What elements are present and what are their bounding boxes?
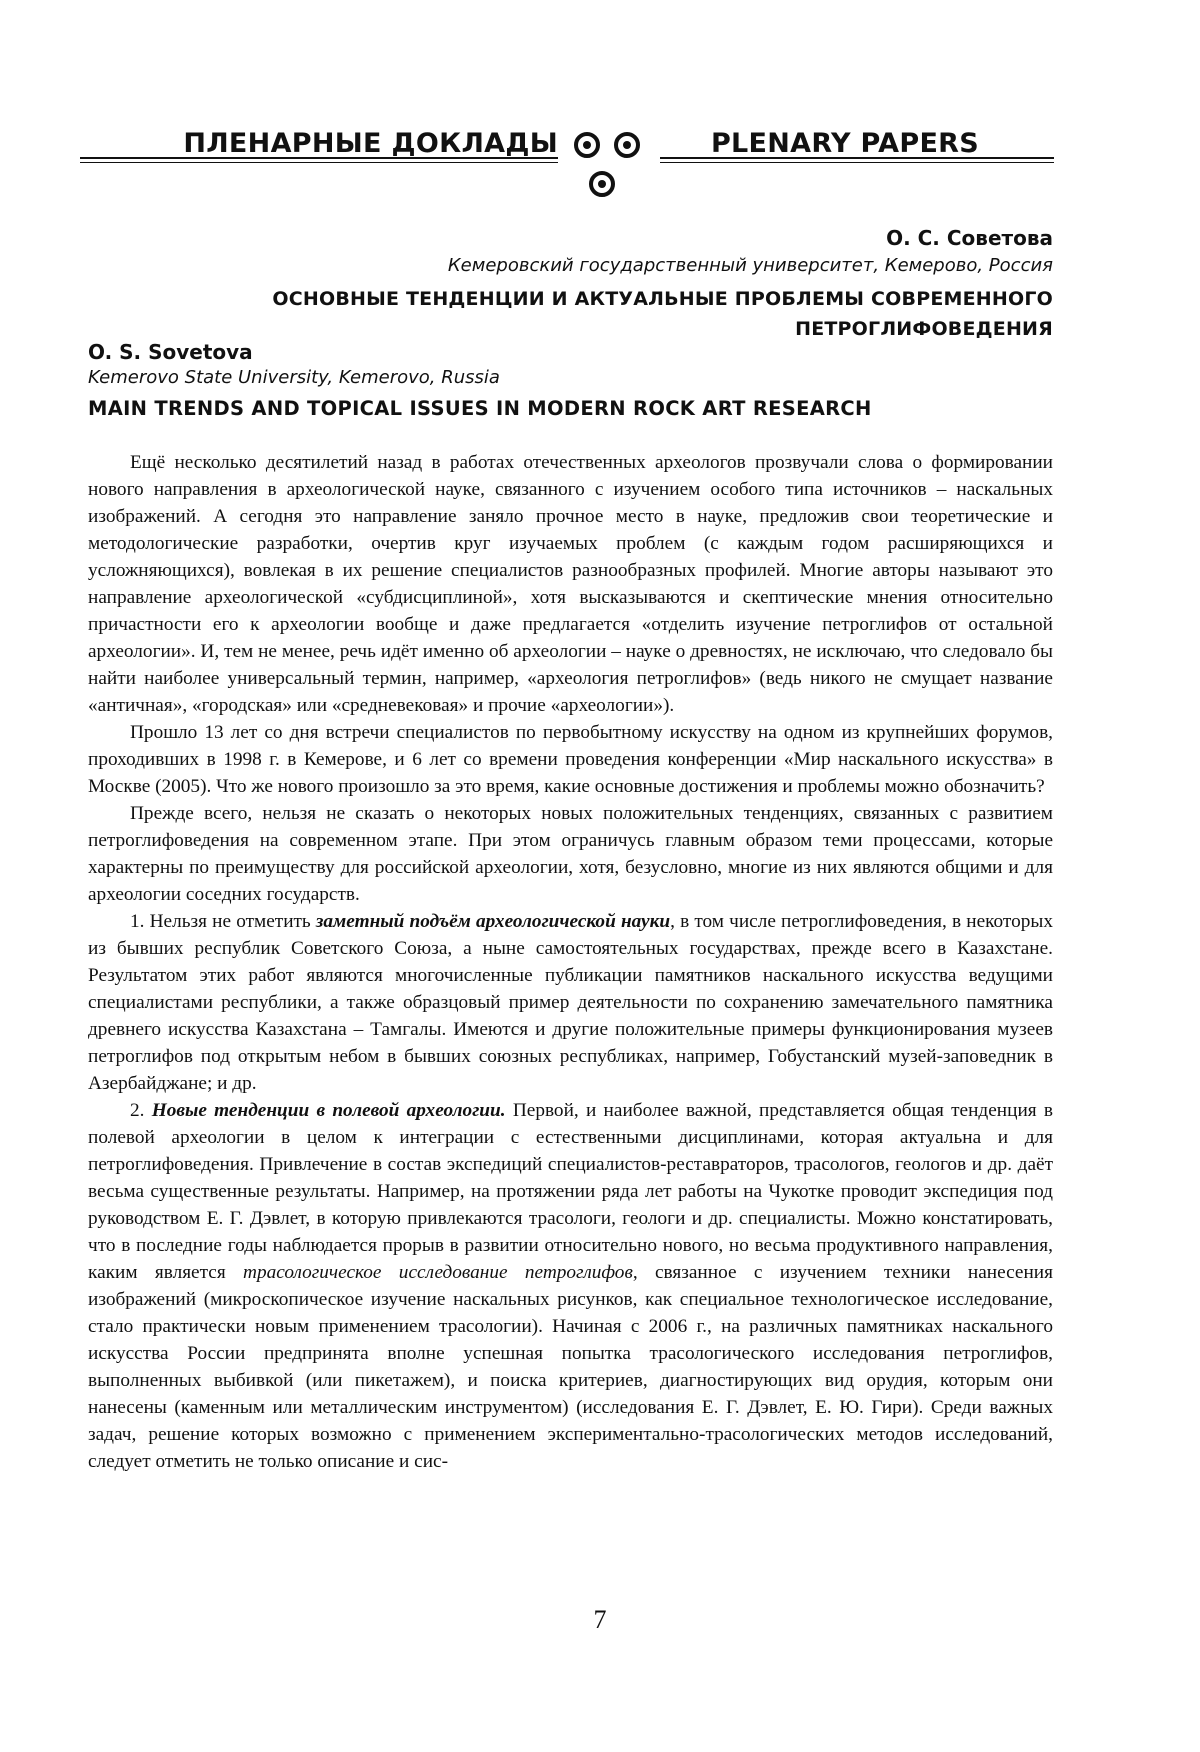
paragraph-4	[88, 908, 1053, 1097]
header-rule-right-bottom	[660, 162, 1054, 163]
affiliation-ru: Кемеровский государственный университет, Кемерово, Россия	[447, 255, 1053, 276]
header-rule-left-bottom	[80, 162, 558, 163]
header-rule-right-top	[660, 157, 1054, 159]
paragraph-4-lead: 1. Нельзя не отметить	[130, 911, 316, 932]
article-title-ru-line2: ПЕТРОГЛИФОВЕДЕНИЯ	[795, 318, 1053, 340]
author-ru: О. С. Советова	[886, 226, 1053, 250]
section-title-en: PLENARY PAPERS	[710, 128, 980, 159]
paragraph-1: Ещё несколько десятилетий назад в работах отечественных археологов прозвучали слова о формировании нового направления в археологической науке, связанного с изучением особого типа источников – наскальных изображений. А сегодня это направление заняло прочное место в науке, предложив свои теоретические и методологические разработки, очертив круг изучаемых проблем (с каждым годом расширяющихся и усложняющихся), вовлекая в их решение специалистов разнообразных профилей. Многие авторы называют это направление археологической «субдисциплиной», хотя высказываются и скептические мнения относительно причастности его к археологии вообще и даже предлагается «отделить изучение петроглифов от остальной археологии». И, тем не менее, речь идёт именно об археологии – науке о древностях, не исключаю, что следовало бы найти наиболее универсальный термин, например, «археология петроглифов» (ведь никого не смущает название «античная», «городская» или «средневековая» и прочие «археологии»).	[88, 452, 1053, 716]
paragraph-4-emphasis: заметный подъём археологической науки	[315, 911, 671, 932]
article-title-en: MAIN TRENDS AND TOPICAL ISSUES IN MODERN ROCK ART RESEARCH	[88, 397, 872, 420]
author-en: O. S. Sovetova	[88, 340, 253, 364]
article-title-ru	[153, 284, 1053, 344]
paragraph-5-text: Первой, и наиболее важной, представляется общая тенденция в полевой археологии в целом к интеграции с естественными дисциплинами, которая актуальна и для петроглифоведения. Привлечение в состав экспедиций специалистов-реставраторов, трасологов, геологов и др. даёт весьма существенные результаты. Например, на протяжении ряда лет работы на Чукотке проводит экспедиция под руководством Е. Г. Дэвлет, в которую привлекаются трасологи, геологи и др. специалисты. Можно констатировать, что в последние годы наблюдается прорыв в развитии относительно нового, но весьма продуктивного направления, каким является	[88, 1100, 1053, 1283]
paragraph-4-text: , в том числе петроглифоведения, в некоторых из бывших республик Советского Союза, а ныне самостоятельных государствах, прежде всего в Казахстане. Результатом этих работ являются многочисленные публикации памятников наскального искусства ведущими специалистами республики, а также образцовый пример деятельности по сохранению замечательного памятника древнего искусства Казахстана – Тамгалы. Имеются и другие положительные примеры функционирования музеев петроглифов под открытым небом в бывших союзных республиках, например, Гобустанский музей-заповедник в Азербайджане; и др.	[88, 911, 1053, 1094]
paragraph-5	[88, 1097, 1053, 1475]
paragraph-5-lead: 2.	[130, 1100, 152, 1121]
section-title-ru: ПЛЕНАРНЫЕ ДОКЛАДЫ	[183, 128, 558, 159]
paragraph-5-italic: трасологическое исследование петроглифов	[243, 1262, 633, 1283]
paragraph-2: Прошло 13 лет со дня встречи специалистов по первобытному искусству на одном из крупнейших форумов, проходивших в 1998 г. в Кемерове, и 6 лет со времени проведения конференции «Мир наскального искусства» в Москве (2005). Что же нового произошло за это время, какие основные достижения и проблемы можно обозначить?	[88, 722, 1053, 797]
paragraph-3: Прежде всего, нельзя не сказать о некоторых новых положительных тенденциях, связанных с развитием петроглифоведения на современном этапе. При этом ограничусь главным образом теми процессами, которые характерны по преимуществу для российской археологии, хотя, безусловно, многие из них являются общими и для археологии соседних государств.	[88, 803, 1053, 905]
article-body	[88, 449, 1053, 1475]
header-rule-left-top	[80, 157, 558, 159]
affiliation-en: Kemerovo State University, Kemerovo, Russia	[88, 367, 500, 388]
page-number: 7	[593, 1605, 607, 1634]
paragraph-5-text-end: , связанное с изучением техники нанесения изображений (микроскопическое изучение наскальных рисунков, как специальное технологическое исследование, стало практически новым применением трасологии). Начиная с 2006 г., на различных памятниках наскального искусства России предпринята вполне успешная попытка трасологического исследования петроглифов, выполненных выбивкой (или пикетажем), и поиска критериев, диагностирующих вид орудия, которым они нанесены (каменным или металлическим инструментом) (исследования Е. Г. Дэвлет, Е. Ю. Гири). Среди важных задач, решение которых возможно с применением экспериментально-трасологических методов исследований, следует отметить не только описание и сис-	[88, 1262, 1053, 1472]
article-title-ru-line1: ОСНОВНЫЕ ТЕНДЕНЦИИ И АКТУАЛЬНЫЕ ПРОБЛЕМЫ СОВРЕМЕННОГО	[272, 288, 1053, 310]
paragraph-5-emphasis: Новые тенденции в полевой археологии.	[151, 1100, 506, 1121]
conference-logo-icon	[560, 128, 660, 208]
